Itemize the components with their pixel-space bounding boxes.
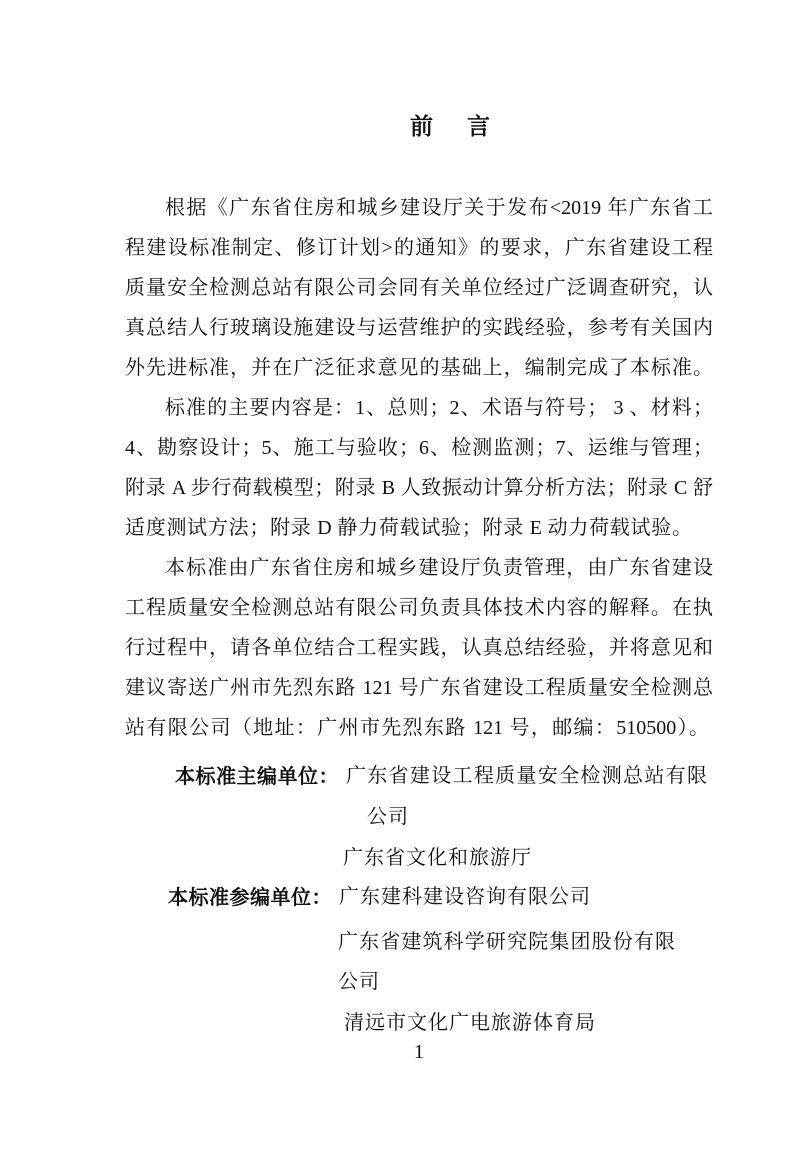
text-line: 适度测试方法；附录 D 静力荷载试验；附录 E 动力荷载试验。 xyxy=(125,517,692,539)
text-line: 程建设标准制定、修订计划>的通知》的要求，广东省建设工程 xyxy=(125,237,713,259)
text-line: 根据《广东省住房和城乡建设厅关于发布<2019 年广东省工 xyxy=(165,197,713,219)
participating-editor-label: 本标准参编单位： xyxy=(168,885,332,909)
unit-name: 广东省建设工程质量安全检测总站有限 xyxy=(346,765,707,787)
page-number: 1 xyxy=(414,1041,424,1063)
chief-editor-label: 本标准主编单位： xyxy=(175,764,339,788)
unit-name-continued: 公司 xyxy=(367,806,409,828)
text-line: 标准的主要内容是：1、总则；2、术语与符号； 3 、材料； xyxy=(165,397,713,419)
text-line: 附录 A 步行荷载模型；附录 B 人致振动计算分析方法；附录 C 舒 xyxy=(125,477,713,499)
text-line: 质量安全检测总站有限公司会同有关单位经过广泛调查研究，认 xyxy=(125,277,713,299)
text-line: 建议寄送广州市先烈东路 121 号广东省建设工程质量安全检测总 xyxy=(125,677,713,699)
text-line: 工程质量安全检测总站有限公司负责具体技术内容的解释。在执 xyxy=(125,597,713,619)
unit-name: 清远市文化广电旅游体育局 xyxy=(344,1012,596,1034)
text-line: 站有限公司（地址：广州市先烈东路 121 号，邮编：510500）。 xyxy=(125,717,709,739)
text-line: 真总结人行玻璃设施建设与运营维护的实践经验，参考有关国内 xyxy=(125,317,713,339)
unit-name: 广东省建筑科学研究院集团股份有限 xyxy=(338,931,675,953)
text-line: 4、勘察设计；5、施工与验收；6、检测监测；7、运维与管理； xyxy=(125,437,713,459)
text-line: 本标准由广东省住房和城乡建设厅负责管理，由广东省建设 xyxy=(165,557,713,579)
text-line: 行过程中，请各单位结合工程实践，认真总结经验，并将意见和 xyxy=(125,637,713,659)
unit-name: 广东省文化和旅游厅 xyxy=(343,847,532,869)
page-title: 前言 xyxy=(410,114,524,140)
text-line: 外先进标准，并在广泛征求意见的基础上，编制完成了本标准。 xyxy=(125,357,713,379)
unit-name-continued: 公司 xyxy=(338,971,380,993)
unit-name: 广东建科建设咨询有限公司 xyxy=(339,886,591,908)
